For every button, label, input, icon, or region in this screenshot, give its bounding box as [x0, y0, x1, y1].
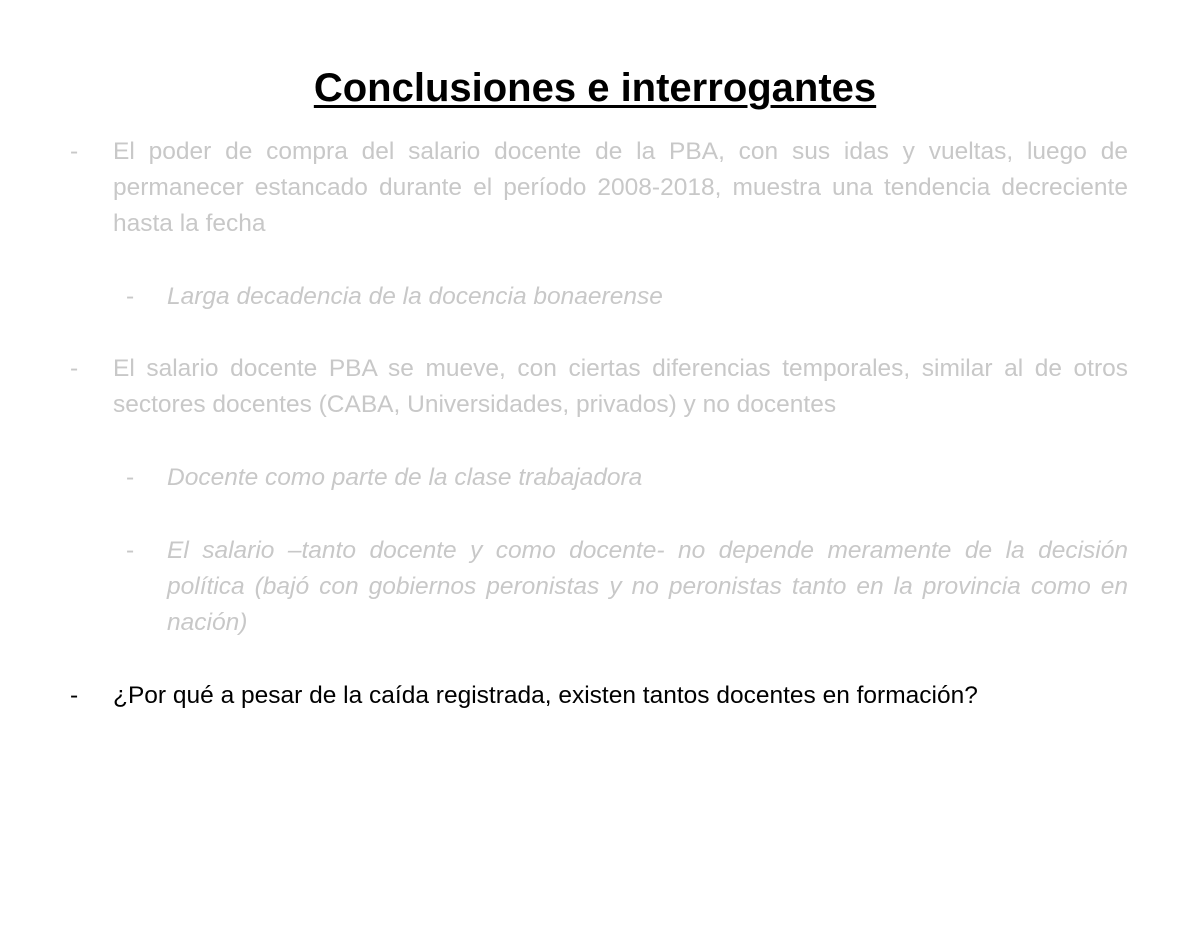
bullet-dash: -	[126, 464, 135, 491]
bullet-question	[70, 678, 1128, 714]
sub-bullet-working-class	[126, 460, 1128, 496]
bullet-text: El poder de compra del salario docente de la PBA, con sus idas y vueltas, luego de permanecer estancado durante el período 2008-2018, muestra una tendencia decreciente hasta la fecha	[113, 138, 1128, 237]
bullet-text: ¿Por qué a pesar de la caída registrada, existen tantos docentes en formación?	[113, 682, 978, 709]
bullet-text: Larga decadencia de la docencia bonaerense	[167, 283, 663, 310]
slide-title: Conclusiones e interrogantes	[313, 66, 877, 110]
bullet-purchasing-power	[70, 134, 1128, 242]
bullet-dash: -	[70, 355, 79, 382]
bullet-dash: -	[126, 283, 135, 310]
bullet-text: El salario docente PBA se mueve, con ciertas diferencias temporales, similar al de otros sectores docentes (CABA, Universidades, privados) y no docentes	[113, 355, 1128, 418]
bullet-dash: -	[70, 138, 79, 165]
bullet-dash: -	[70, 682, 79, 709]
sub-bullet-long-decline	[126, 279, 1128, 315]
bullet-dash: -	[126, 537, 135, 564]
bullet-text: Docente como parte de la clase trabajadora	[167, 464, 643, 491]
bullet-text: El salario –tanto docente y como docente- no depende meramente de la decisión política (bajó con gobiernos peronistas y no peronistas tanto en la provincia como en nación)	[167, 537, 1128, 636]
bullet-salary-movement	[70, 351, 1128, 423]
sub-bullet-political-decision	[126, 533, 1128, 641]
